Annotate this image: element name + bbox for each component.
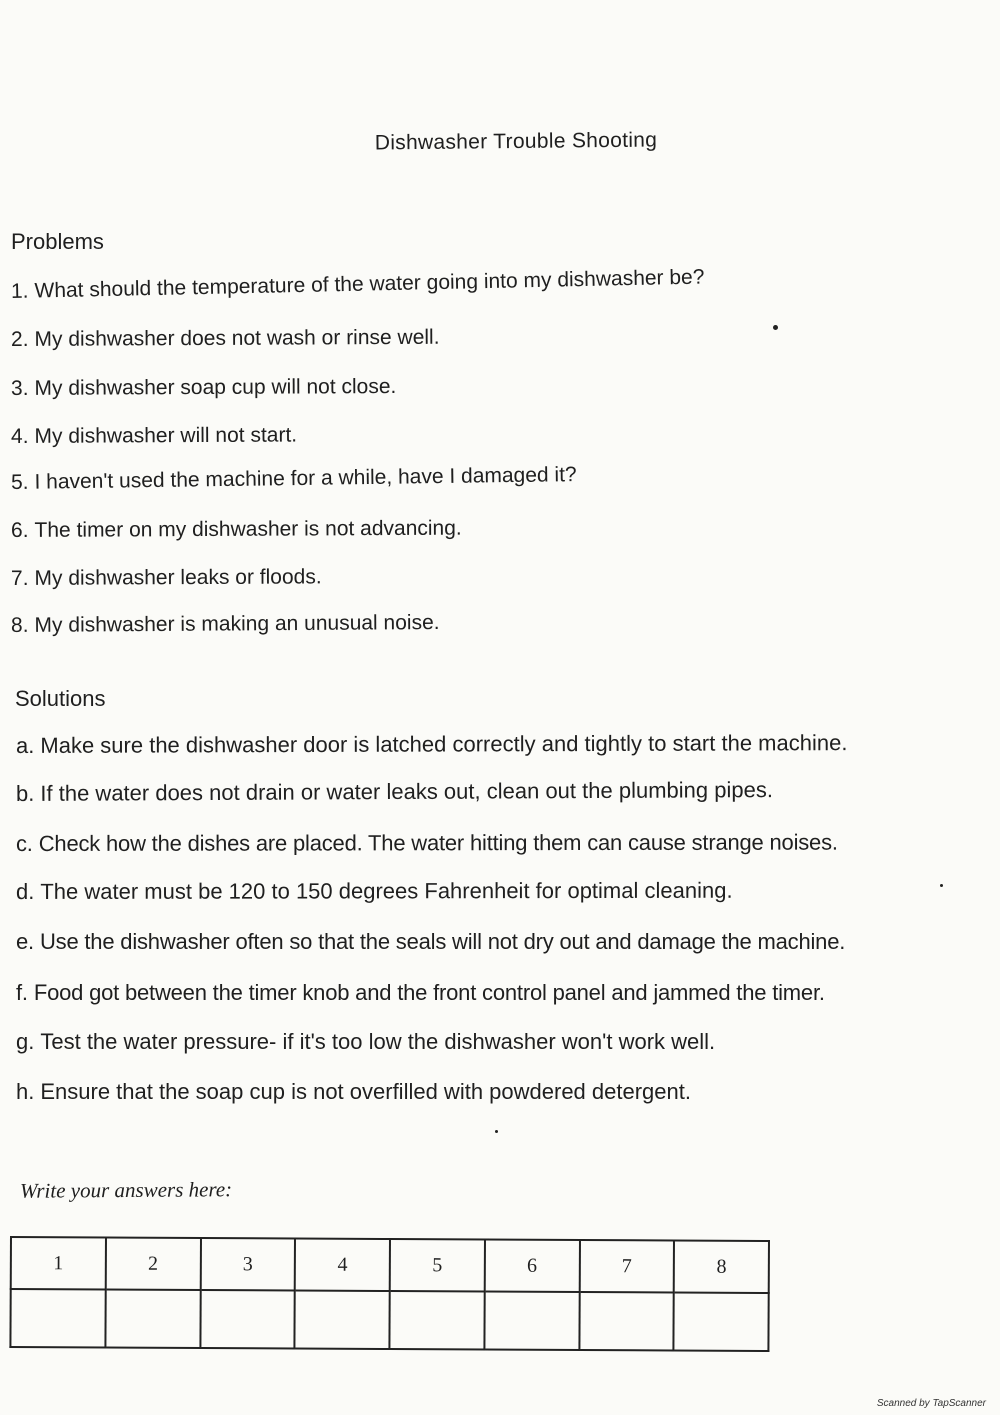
solution-item-b <box>16 777 773 807</box>
problem-item-3 <box>11 375 396 401</box>
answer-column-1: 1 <box>11 1237 106 1289</box>
problem-number: 8. <box>10 613 29 637</box>
problem-number: 4. <box>10 424 29 448</box>
problem-item-2 <box>11 326 440 352</box>
scan-speck <box>940 884 943 887</box>
solution-letter: e. <box>16 929 34 954</box>
solutions-heading: Solutions <box>15 686 106 711</box>
problem-item-1 <box>11 265 705 304</box>
problem-text: My dishwasher leaks or floods. <box>34 565 322 590</box>
scanner-credit: Scanned by TapScanner <box>876 1398 986 1409</box>
scan-speck <box>495 1130 498 1133</box>
problem-number: 7. <box>10 566 29 590</box>
solution-letter: d. <box>15 878 35 904</box>
answer-cell-2[interactable] <box>105 1290 200 1348</box>
solution-item-d <box>16 878 733 905</box>
answer-column-3: 3 <box>200 1238 295 1290</box>
answer-column-7: 7 <box>579 1240 674 1292</box>
answer-column-8: 8 <box>674 1240 769 1292</box>
solution-letter: g. <box>16 1029 35 1054</box>
page-title: Dishwasher Trouble Shooting <box>374 128 658 155</box>
answer-cell-3[interactable] <box>200 1290 295 1348</box>
solution-letter: c. <box>15 830 33 856</box>
problem-number: 5. <box>10 470 29 494</box>
problem-item-4 <box>11 424 297 449</box>
answer-cell-8[interactable] <box>674 1292 769 1350</box>
solution-letter: f. <box>16 980 28 1005</box>
solution-text: Use the dishwasher often so that the seals will not dry out and damage the machine. <box>39 929 846 954</box>
answer-input-row <box>10 1289 768 1351</box>
problem-number: 6. <box>10 518 29 542</box>
answer-column-5: 5 <box>390 1239 485 1291</box>
problem-text: My dishwasher will not start. <box>34 423 298 448</box>
scan-speck <box>773 325 778 330</box>
problem-number: 1. <box>10 279 29 303</box>
solution-item-h <box>16 1079 691 1105</box>
problem-item-6 <box>11 517 462 543</box>
solution-item-c <box>16 830 838 857</box>
answer-table <box>9 1236 770 1352</box>
answers-label: Write your answers here: <box>19 1177 233 1203</box>
answer-column-2: 2 <box>105 1238 200 1290</box>
problem-item-5 <box>11 463 577 495</box>
problem-text: I haven't used the machine for a while, have I damaged it? <box>34 463 577 494</box>
solution-item-f <box>16 980 825 1006</box>
answer-column-6: 6 <box>484 1239 579 1291</box>
solution-text: If the water does not drain or water leaks out, clean out the plumbing pipes. <box>40 777 773 806</box>
answer-cell-7[interactable] <box>579 1292 674 1350</box>
solution-letter: a. <box>15 732 35 758</box>
solution-item-e <box>16 929 845 955</box>
problem-text: My dishwasher does not wash or rinse well. <box>34 325 440 351</box>
solution-text: Food got between the timer knob and the front control panel and jammed the timer. <box>33 980 825 1005</box>
answer-header-row <box>11 1237 769 1293</box>
problem-item-8 <box>11 611 440 638</box>
answer-cell-4[interactable] <box>295 1290 390 1348</box>
solution-item-a <box>16 730 848 759</box>
answer-cell-6[interactable] <box>484 1291 579 1349</box>
problems-heading: Problems <box>11 229 104 254</box>
problem-text: The timer on my dishwasher is not advancing. <box>34 516 462 542</box>
solution-text: The water must be 120 to 150 degrees Fahrenheit for optimal cleaning. <box>40 877 733 904</box>
problem-item-7 <box>11 565 322 591</box>
problem-text: My dishwasher soap cup will not close. <box>34 374 397 400</box>
problem-number: 2. <box>10 327 29 351</box>
answer-column-4: 4 <box>295 1238 390 1290</box>
solution-text: Ensure that the soap cup is not overfilled with powdered detergent. <box>40 1079 691 1104</box>
solution-text: Make sure the dishwasher door is latched correctly and tightly to start the machine. <box>40 730 848 758</box>
solution-letter: b. <box>15 780 35 806</box>
solution-item-g <box>16 1029 715 1055</box>
solution-text: Test the water pressure- if it's too low the dishwasher won't work well. <box>40 1029 716 1054</box>
problem-number: 3. <box>10 376 29 400</box>
problem-text: My dishwasher is making an unusual noise. <box>34 611 440 637</box>
solution-letter: h. <box>16 1079 35 1104</box>
answer-cell-1[interactable] <box>10 1289 105 1347</box>
answer-cell-5[interactable] <box>389 1291 484 1349</box>
solution-text: Check how the dishes are placed. The water hitting them can cause strange noises. <box>38 829 838 856</box>
problem-text: What should the temperature of the water going into my dishwasher be? <box>34 265 705 303</box>
